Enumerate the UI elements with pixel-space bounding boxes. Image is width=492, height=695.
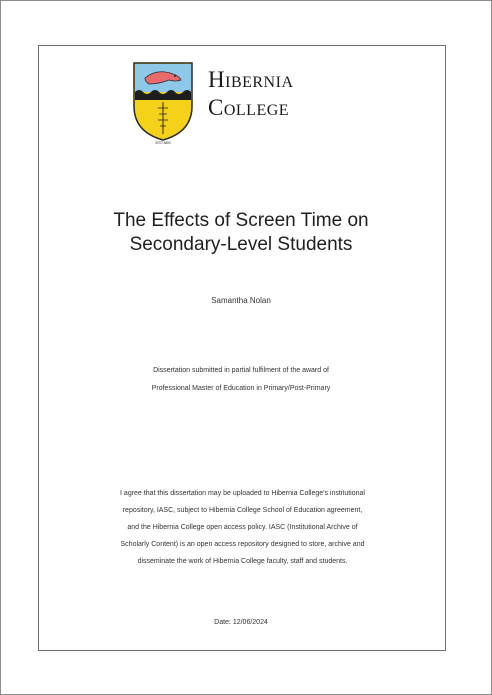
submission-date: Date: 12/06/2024 bbox=[214, 619, 268, 626]
submission-line1: Dissertation submitted in partial fulfilment of the award of bbox=[153, 367, 329, 374]
crest-label: EST.MM bbox=[155, 140, 171, 145]
submission-line2: Professional Master of Education in Primary/Post-Primary bbox=[151, 385, 331, 392]
college-name-line2: College bbox=[208, 95, 290, 120]
statement-line: repository, IASC, subject to Hibernia College School of Education agreement, bbox=[122, 507, 363, 514]
college-name-line1: Hibernia bbox=[208, 67, 294, 92]
statement-line: Scholarly Content) is an open access repository designed to store, archive and bbox=[120, 541, 365, 548]
title-line2: Secondary-Level Students bbox=[129, 234, 353, 255]
dissertation-title bbox=[60, 209, 422, 257]
submission-statement bbox=[60, 362, 422, 398]
repository-consent-statement bbox=[90, 485, 395, 570]
statement-line: and the Hibernia College open access policy. IASC (Institutional Archive of bbox=[127, 524, 358, 531]
college-crest-icon bbox=[133, 62, 193, 146]
statement-line: I agree that this dissertation may be uploaded to Hibernia College's institutional bbox=[120, 490, 365, 497]
title-line1: The Effects of Screen Time on bbox=[113, 210, 369, 231]
author-name: Samantha Nolan bbox=[211, 296, 271, 305]
college-name bbox=[208, 68, 294, 124]
statement-line: disseminate the work of Hibernia College faculty, staff and students. bbox=[137, 558, 348, 565]
